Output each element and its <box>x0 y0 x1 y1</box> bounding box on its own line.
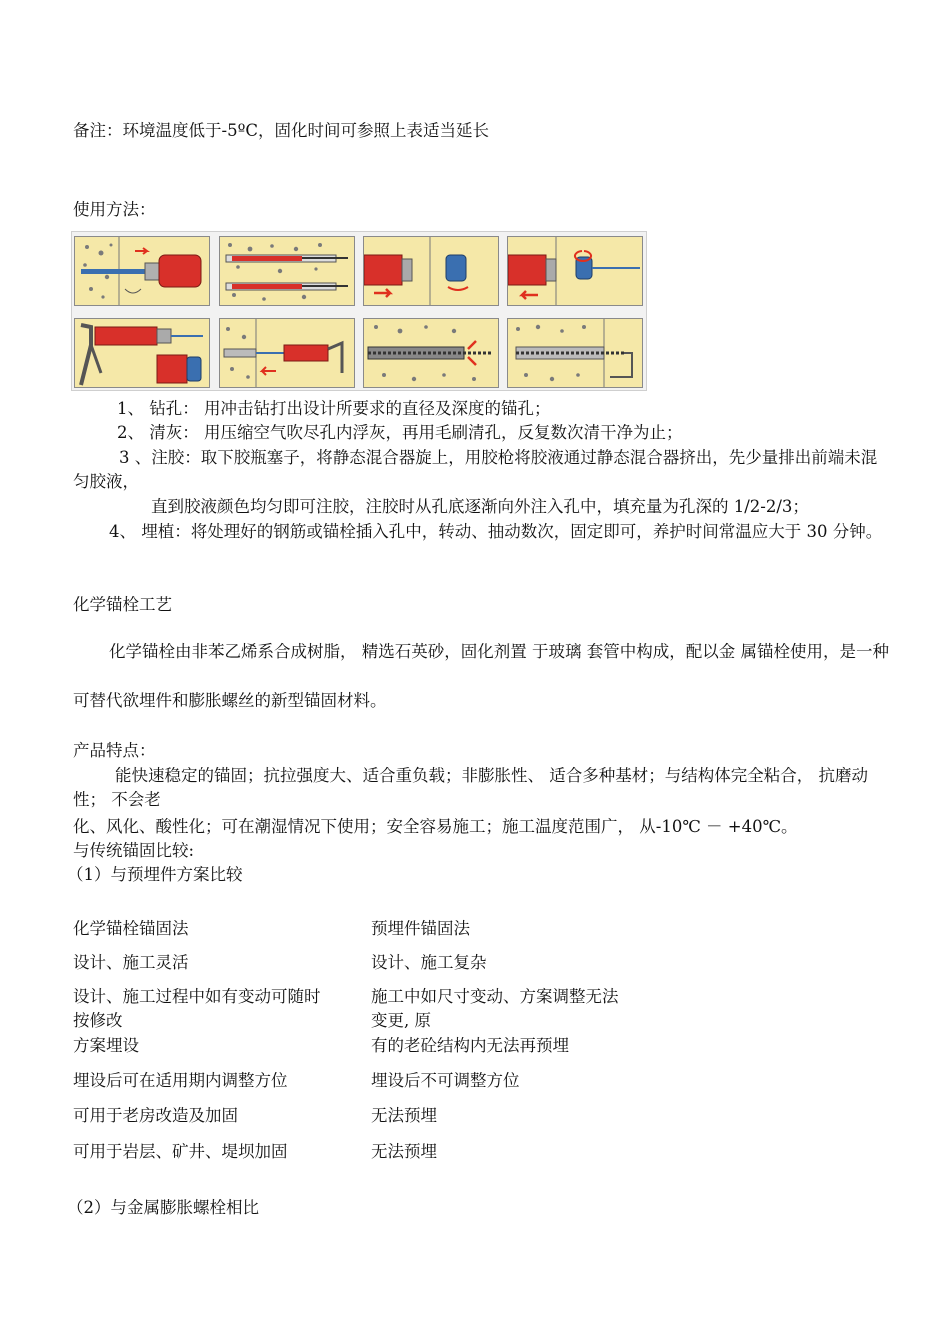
table-cell: 设计、施工复杂 <box>371 953 487 972</box>
compare2-title: （2）与金属膨胀螺栓相比 <box>67 1198 259 1217</box>
cartridge-cap-step-icon <box>363 236 499 306</box>
table-cell: 埋设后不可调整方位 <box>371 1071 520 1090</box>
drill-hole-step-icon <box>74 236 210 306</box>
table-header-embedded: 预埋件锚固法 <box>371 919 470 938</box>
process-paragraph: 化学锚栓由非苯乙烯系合成树脂， 精选石英砂，固化剂置 于玻璃 套管中构成，配以金 属锚栓使用，是一种 <box>109 642 889 661</box>
table-cell: 有的老砼结构内无法再预埋 <box>371 1036 569 1055</box>
table-cell: 埋设后可在适用期内调整方位 <box>73 1071 288 1090</box>
cured-anchor-step-icon <box>507 318 643 388</box>
inject-glue-step-icon <box>219 318 355 388</box>
glue-gun-step-icon <box>74 318 210 388</box>
table-cell: 可用于老房改造及加固 <box>73 1106 238 1125</box>
table-cell: 可用于岩层、矿井、堤坝加固 <box>73 1142 288 1161</box>
compare-heading: 与传统锚固比较: <box>73 841 195 860</box>
step-3-inject: 3 、注胶：取下胶瓶塞子，将静态混合器旋上，用胶枪将胶液通过静态混合器挤出，先少量排出前端未混匀胶液， <box>73 448 878 491</box>
usage-heading: 使用方法： <box>73 200 156 219</box>
step-4-embed: 4、 埋植：将处理好的钢筋或锚栓插入孔中，转动、抽动数次，固定即可，养护时间常温应大于 30 分钟。 <box>109 522 883 541</box>
mixer-attach-step-icon <box>507 236 643 306</box>
table-cell: 变更, 原 <box>371 1011 431 1030</box>
process-title: 化学锚栓工艺 <box>73 595 172 614</box>
features-paragraph: 能快速稳定的锚固；抗拉强度大、适合重负载；非膨胀性、 适合多种基材；与结构体完全粘合， 抗磨动性； 不会老 <box>73 766 868 809</box>
step-3-continued: 直到胶液颜色均匀即可注胶，注胶时从孔底逐渐向外注入孔中，填充量为孔深的 1/2-2/3； <box>151 497 809 516</box>
table-header-chemical: 化学锚栓锚固法 <box>73 919 189 938</box>
table-cell: 按修改 <box>73 1011 123 1030</box>
insert-rod-step-icon <box>363 318 499 388</box>
table-cell: 设计、施工灵活 <box>73 953 189 972</box>
table-cell: 无法预埋 <box>371 1106 437 1125</box>
process-paragraph-end: 可替代欲埋件和膨胀螺丝的新型锚固材料。 <box>73 691 387 710</box>
installation-diagram <box>71 231 647 391</box>
step-2-clean: 2、 清灰： 用压缩空气吹尽孔内浮灰，再用毛刷清孔，反复数次清干净为止； <box>117 423 683 442</box>
clean-hole-step-icon <box>219 236 355 306</box>
features-heading: 产品特点： <box>73 741 156 760</box>
table-cell: 施工中如尺寸变动、方案调整无法 <box>371 987 619 1006</box>
table-cell: 设计、施工过程中如有变动可随时 <box>73 987 321 1006</box>
compare1-title: （1）与预埋件方案比较 <box>67 865 243 884</box>
step-1-drill: 1、 钻孔： 用冲击钻打出设计所要求的直径及深度的锚孔； <box>117 399 551 418</box>
features-paragraph-end: 化、风化、酸性化；可在潮湿情况下使用；安全容易施工；施工温度范围广， 从-10℃ － +40℃。 <box>73 817 798 836</box>
table-cell: 无法预埋 <box>371 1142 437 1161</box>
table-cell: 方案埋设 <box>73 1036 139 1055</box>
note-text: 备注：环境温度低于-5ºC，固化时间可参照上表适当延长 <box>73 121 489 140</box>
